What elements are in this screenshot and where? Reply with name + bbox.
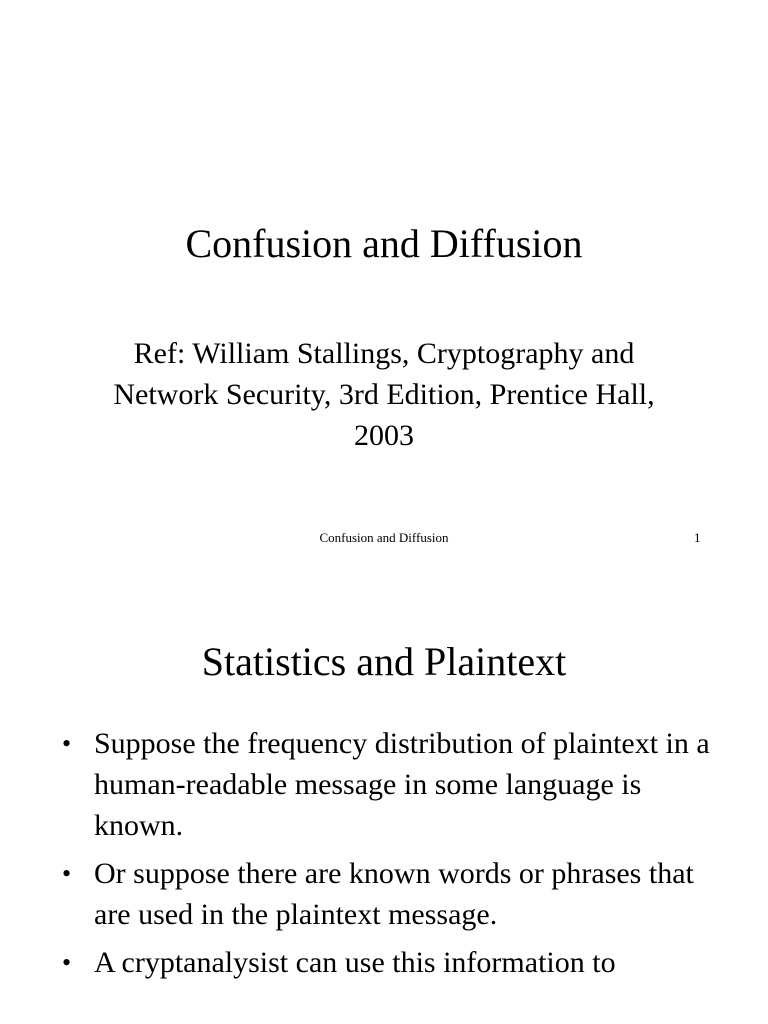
bullet-icon: • — [62, 948, 72, 977]
bullet-text: A cryptanalysist can use this information to — [94, 946, 616, 979]
bullet-icon: • — [62, 729, 72, 758]
page-number: 1 — [694, 530, 701, 545]
slide-subtitle-reference: Ref: William Stallings, Cryptography and Network Security, 3rd Edition, Prentice Hall, 2003 — [113, 337, 655, 452]
footer-title: Confusion and Diffusion — [319, 530, 449, 545]
slide-title: Statistics and Plaintext — [201, 639, 567, 684]
bullet-text: Suppose the frequency distribution of plaintext in a human-readable message in some language is known. — [94, 727, 710, 842]
bullet-list — [60, 723, 720, 990]
bullet-icon: • — [62, 859, 72, 888]
bullet-text: Or suppose there are known words or phrases that are used in the plaintext message. — [94, 857, 694, 931]
list-item — [60, 853, 720, 935]
list-item — [60, 723, 720, 846]
slide-title: Confusion and Diffusion — [185, 221, 583, 266]
list-item — [60, 942, 720, 983]
